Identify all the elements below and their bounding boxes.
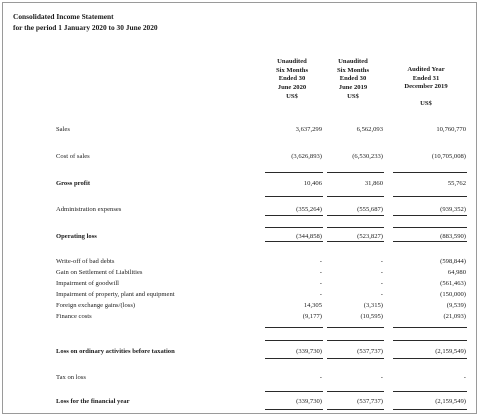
row-value: 10,760,770 [436,126,466,133]
row-value: 55,762 [447,180,466,187]
column-header-line: Unaudited [277,58,307,65]
row-value: (344,858) [296,233,322,240]
column-currency: US$ [286,93,298,101]
row-value: - [463,374,466,381]
total-rule [265,358,323,359]
row-value: 14,305 [303,302,322,309]
statement-heading [13,11,158,33]
row-value: (150,000) [440,291,466,298]
row-label: Loss on ordinary activities before taxation [56,348,175,355]
row-label: Impairment of goodwill [56,280,119,287]
column-header-line: June 2020 [277,83,307,91]
row-value: 31,860 [364,180,383,187]
row-value: 6,562,093 [356,126,383,133]
column-header-line: Ended 31 [412,74,440,82]
total-rule [327,327,384,328]
column-header-line: June 2019 [338,83,368,91]
total-rule [393,215,467,216]
row-value: - [380,258,383,265]
statement-period: for the period 1 January 2020 to 30 June 2020 [13,23,158,32]
row-label: Sales [56,126,70,133]
total-rule [393,409,467,410]
row-value: (339,730) [296,398,322,405]
total-rule [265,196,323,197]
row-value: - [319,258,322,265]
total-rule [327,215,384,216]
row-label: Foreign exchange gains/(loss) [56,302,136,309]
total-rule [393,358,467,359]
row-value: 10,406 [303,180,322,187]
total-rule [393,227,467,228]
column-header-line: Audited Year [407,66,445,73]
total-rule [393,391,467,392]
column-header-line: Unaudited [338,58,368,65]
row-value: - [380,374,383,381]
total-rule [327,409,384,410]
total-rule [327,358,384,359]
row-value: (598,844) [440,258,466,265]
total-rule [393,327,467,328]
row-value: - [380,280,383,287]
total-rule [327,241,384,242]
row-value: (537,737) [357,398,383,405]
row-value: - [319,291,322,298]
row-label: Gross profit [56,180,91,187]
total-rule [393,241,467,242]
row-value: - [319,269,322,276]
total-rule [393,340,467,341]
total-rule [265,172,323,173]
row-label: Loss for the financial year [56,398,130,405]
column-header-line: December 2019 [404,83,448,91]
statement-title: Consolidated Income Statement [13,12,114,21]
row-value: - [319,280,322,287]
total-rule [393,172,467,173]
row-value: (6,530,233) [352,153,383,160]
row-value: (3,626,893) [291,153,322,160]
row-value: (10,705,008) [431,153,466,160]
row-value: (939,352) [440,206,466,213]
row-value: 64,980 [447,269,466,276]
row-value: - [319,374,322,381]
row-value: (883,590) [440,233,466,240]
row-value: - [380,269,383,276]
column-header-line: Six Months [275,66,309,74]
column-header-h1-2019 [323,58,383,102]
row-label: Tax on loss [56,374,86,381]
total-rule [265,227,323,228]
column-currency: US$ [347,93,359,101]
total-rule [327,196,384,197]
total-rule [327,172,384,173]
row-value: - [380,291,383,298]
row-value: (2,159,549) [435,348,466,355]
row-value: (555,687) [357,206,383,213]
total-rule [327,227,384,228]
row-value: (561,463) [440,280,466,287]
total-rule [265,409,323,410]
total-rule [265,327,323,328]
total-rule [393,196,467,197]
row-label: Administration expenses [56,206,122,213]
total-rule [265,391,323,392]
column-header-line: Six Months [336,66,370,74]
row-label: Cost of sales [56,153,90,160]
row-label: Operating loss [56,233,97,240]
row-value: (339,730) [296,348,322,355]
column-header-line: Ended 30 [339,75,367,83]
row-label: Gain on Settlement of Liabilities [56,269,143,276]
row-value: (355,264) [296,206,322,213]
row-value: (10,595) [360,313,383,320]
row-label: Write-off of bad debts [56,258,115,265]
total-rule [265,340,323,341]
row-value: (523,827) [357,233,383,240]
row-value: (2,159,549) [435,398,466,405]
column-header-h1-2020 [262,58,322,102]
row-value: (9,539) [446,302,466,309]
row-label: Finance costs [56,313,92,320]
total-rule [265,241,323,242]
column-header-fy-2019 [387,66,465,108]
total-rule [327,340,384,341]
total-rule [327,391,384,392]
row-value: 3,637,299 [295,126,322,133]
row-value: (9,177) [302,313,322,320]
total-rule [265,215,323,216]
row-value: (537,737) [357,348,383,355]
row-value: (3,315) [363,302,383,309]
column-currency: US$ [420,99,432,107]
row-value: (21,093) [443,313,466,320]
column-header-line: Ended 30 [278,75,306,83]
row-label: Impairment of property, plant and equipment [56,291,175,298]
